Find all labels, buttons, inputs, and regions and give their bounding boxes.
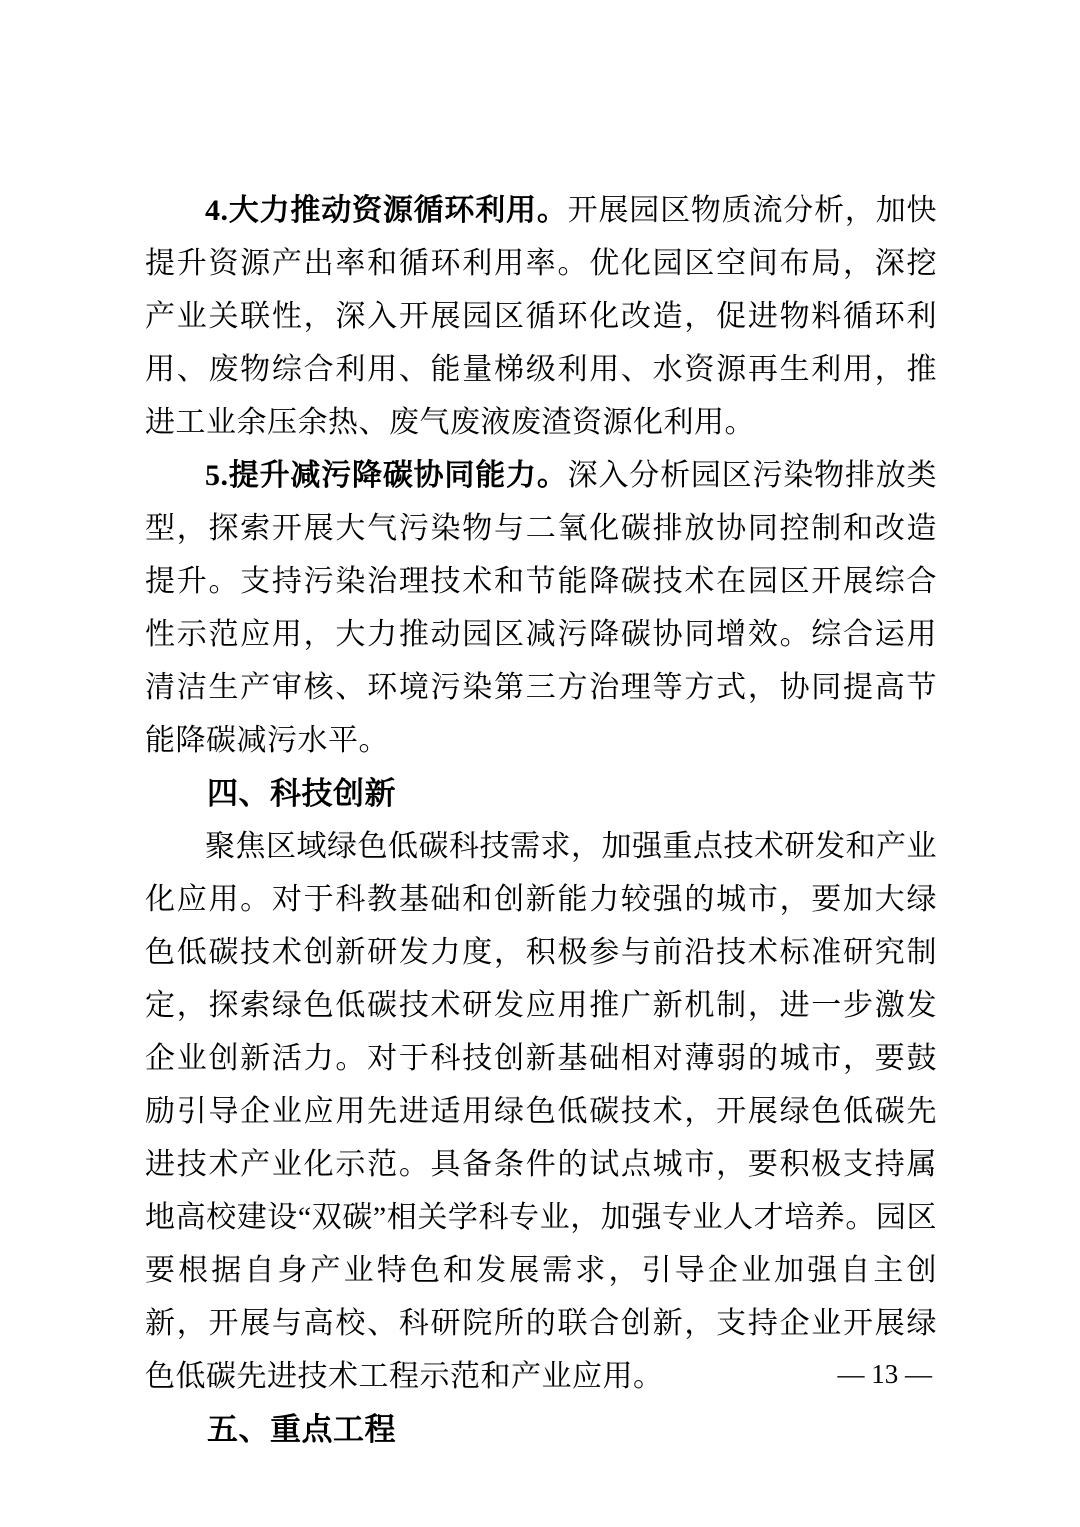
paragraph-item-4-text: 开展园区物质流分析，加快提升资源产出率和循环利用率。优化园区空间布局，深挖产业关联性，深入开展园区循环化改造，促进物料循环利用、废物综合利用、能量梯级利用、水资源再生利用，推进工业余压余热、废气废液废渣资源化利用。 (145, 194, 938, 439)
section-heading-innovation: 四、科技创新 (207, 776, 396, 811)
paragraph-innovation-text: 聚焦区域绿色低碳科技需求，加强重点技术研发和产业化应用。对于科教基础和创新能力较强的城市，要加大绿色低碳技术创新研发力度，积极参与前沿技术标准研究制定，探索绿色低碳技术研发应用推广新机制，进一步激发企业创新活力。对于科技创新基础相对薄弱的城市，要鼓励引导企业应用先进适用绿色低碳技术，开展绿色低碳先进技术产业化示范。具备条件的试点城市，要积极支持属地高校建设“双碳”相关学科专业，加强专业人才培养。园区要根据自身产业特色和发展需求，引导企业加强自主创新，开展与高校、科研院所的联合创新，支持企业开展绿色低碳先进技术工程示范和产业应用。 (145, 830, 937, 1393)
section-heading-key-projects: 五、重点工程 (207, 1412, 396, 1447)
document-page (145, 184, 937, 1456)
paragraph-item-4 (145, 184, 937, 449)
page-number: — 13 — (837, 1359, 932, 1389)
paragraph-item-5-text: 深入分析园区污染物排放类型，探索开展大气污染物与二氧化碳排放协同控制和改造提升。支持污染治理技术和节能降碳技术在园区开展综合性示范应用，大力推动园区减污降碳协同增效。综合运用清洁生产审核、环境污染第三方治理等方式，协同提高节能降碳减污水平。 (145, 459, 938, 757)
paragraph-innovation (145, 820, 937, 1403)
paragraph-item-5 (145, 449, 937, 767)
paragraph-item-5-lead: 5.提升减污降碳协同能力。 (205, 459, 568, 492)
paragraph-item-4-lead: 4.大力推动资源循环利用。 (205, 194, 568, 227)
